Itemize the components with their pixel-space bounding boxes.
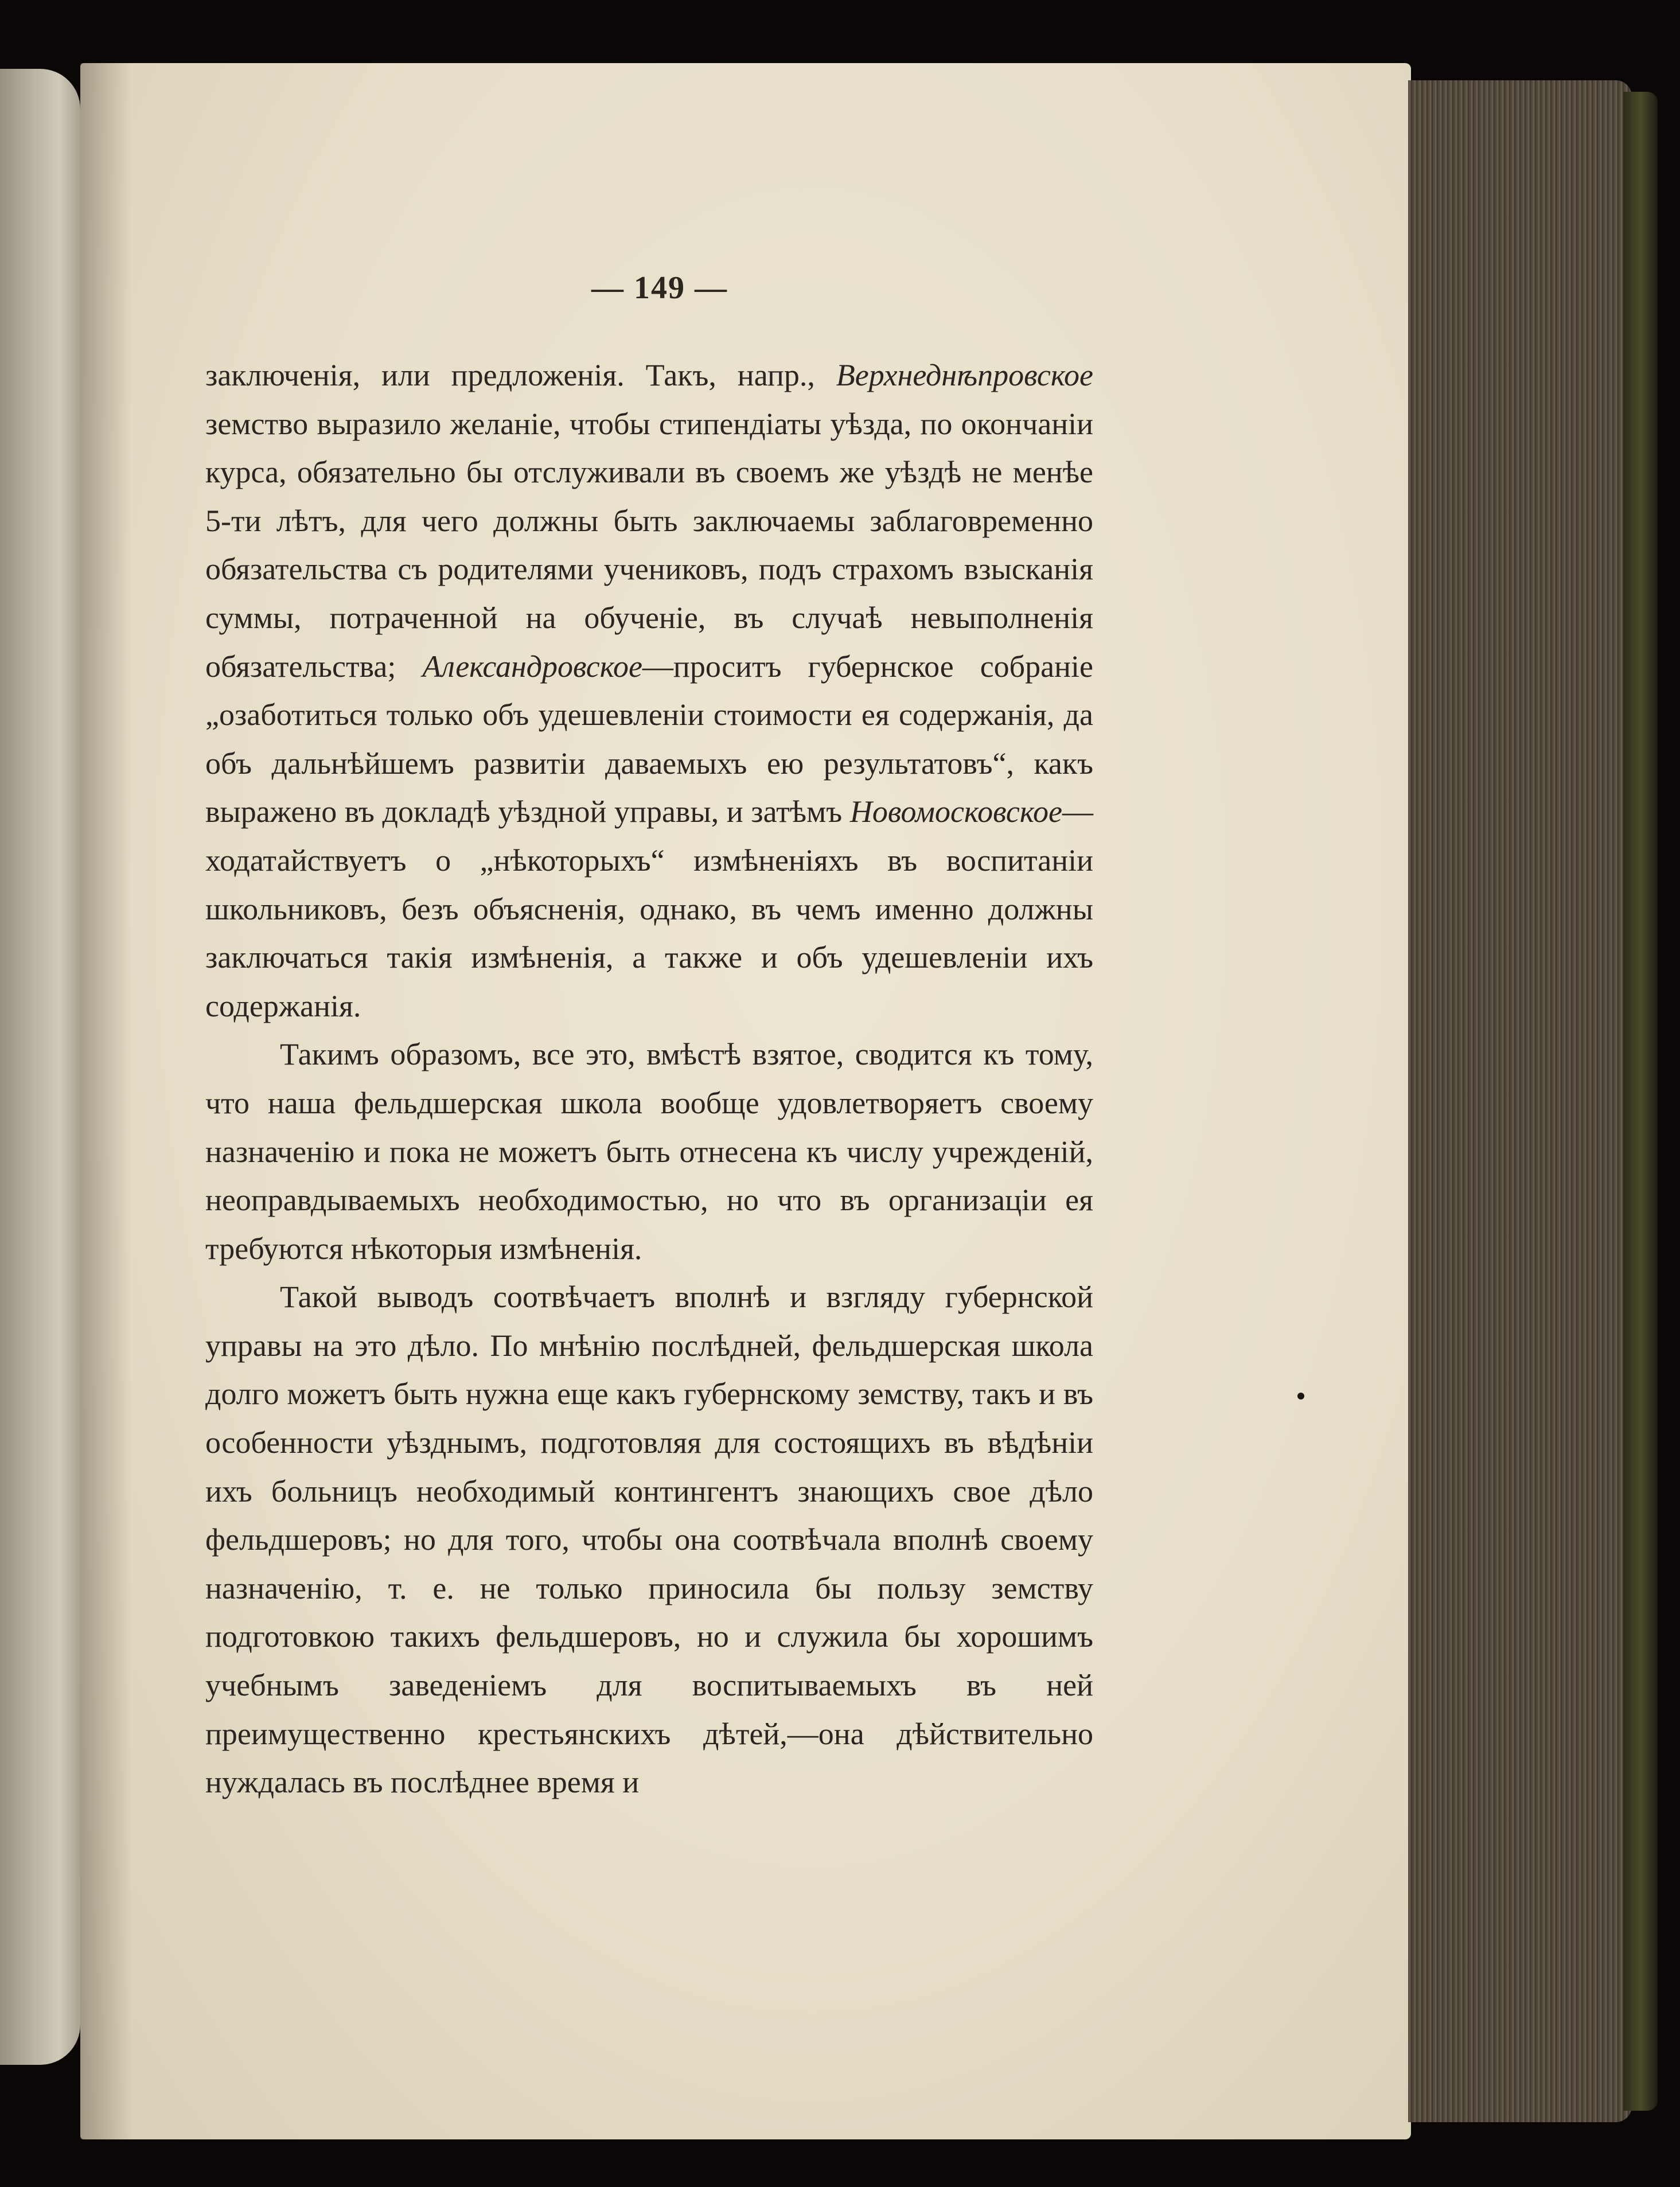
text-run: Такимъ образомъ, все это, вмѣстѣ взятое, сводится къ тому, что наша фельдшерская школа вообще удовлетворяетъ своему назначенію и пока не можетъ быть отнесена къ числу учрежденій, неоправдываемыхъ необходимостью, но что въ организаціи ея требуются нѣкоторыя измѣненія. [205,1037,1093,1266]
page-number: — 149 — [591,270,728,306]
page-block-edges [1408,80,1632,2122]
paragraph-2 [205,1030,1093,1273]
text-run-italic: Верхнеднѣпровское [836,358,1093,392]
text-run-italic: Александровское [422,649,642,684]
page-body-text [205,351,1093,1807]
text-run: —проситъ губернское собраніе „озаботиться только объ удешевленіи стоимости ея содержанія, да объ дальнѣйшемъ развитіи даваемыхъ ею результатовъ“, какъ выражено въ докладѣ уѣздной управы, и затѣмъ [205,649,1093,829]
paragraph-1 [205,351,1093,1030]
text-run: земство выразило желаніе, чтобы стипендіаты уѣзда, по окончаніи курса, обязательно бы отслуживали въ своемъ же уѣздѣ не менѣе 5-ти лѣтъ, для чего должны быть заключаемы заблаговременно обязательства съ родителями учениковъ, подъ страхомъ взысканія суммы, потраченной на обученіе, въ случаѣ невыполненія обязательства; [205,406,1093,684]
paragraph-3 [205,1273,1093,1807]
text-run: заключенія, или предложенія. Такъ, напр., [205,358,836,392]
text-run: Такой выводъ соотвѣчаетъ вполнѣ и взгляду губернской управы на это дѣло. По мнѣнію послѣдней, фельдшерская школа долго можетъ быть нужна еще какъ губернскому земству, такъ и въ особенности уѣзднымъ, подготовляя для состоящихъ въ вѣдѣніи ихъ больницъ необходимый контингентъ знающихъ свое дѣло фельдшеровъ; но для того, чтобы она соотвѣчала вполнѣ своему назначенію, т. е. не только приносила бы пользу земству подготовкою такихъ фельдшеровъ, но и служила бы хорошимъ учебнымъ заведеніемъ для воспитываемыхъ въ ней преимущественно крестьянскихъ дѣтей,—она дѣйствительно нуждалась въ послѣднее время и [205,1280,1093,1800]
book-cover-edge [1623,92,1658,2111]
text-run: —ходатайствуетъ о „нѣкоторыхъ“ измѣненіяхъ въ воспитаніи школьниковъ, безъ объясненія, однако, въ чемъ именно должны заключаться такія измѣненія, а также и объ удешевленіи ихъ содержанія. [205,794,1093,1023]
paper-speck [1297,1393,1304,1399]
spine-shadow [80,63,132,2139]
text-run-italic: Новомосковское [849,794,1062,829]
left-page-edge [0,69,80,2065]
